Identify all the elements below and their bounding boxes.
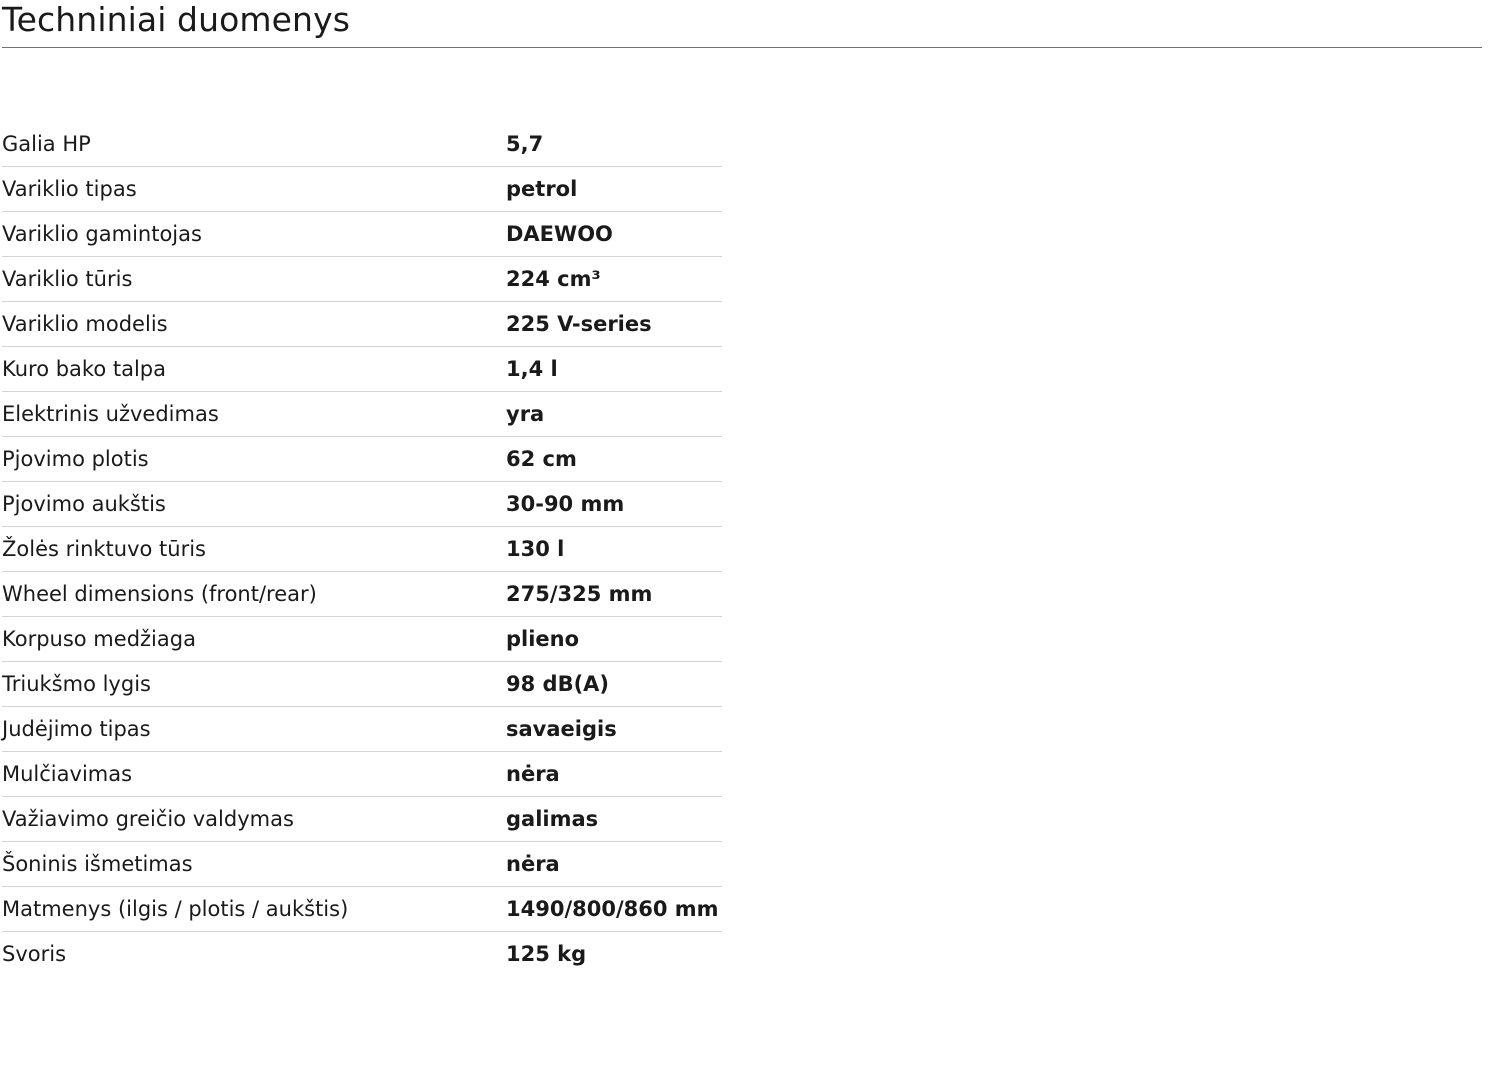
table-row — [2, 257, 722, 302]
spec-value: plieno — [506, 627, 580, 651]
spec-label: Mulčiavimas — [2, 762, 133, 786]
spec-value: savaeigis — [506, 717, 617, 741]
spec-value: 275/325 mm — [506, 582, 653, 606]
spec-label: Korpuso medžiaga — [2, 627, 196, 651]
spec-value: 130 l — [506, 537, 565, 561]
table-row — [2, 527, 722, 572]
spec-label: Pjovimo plotis — [2, 447, 149, 471]
spec-value: petrol — [506, 177, 578, 201]
spec-label: Variklio gamintojas — [2, 222, 202, 246]
table-row — [2, 617, 722, 662]
spec-value: 5,7 — [506, 132, 544, 156]
table-row — [2, 437, 722, 482]
spec-value: 1490/800/860 mm — [506, 897, 719, 921]
spec-label: Judėjimo tipas — [2, 717, 151, 741]
spec-label: Matmenys (ilgis / plotis / aukštis) — [2, 897, 349, 921]
spec-value: galimas — [506, 807, 599, 831]
table-row — [2, 662, 722, 707]
page-title: Techniniai duomenys — [2, 0, 350, 39]
spec-label: Wheel dimensions (front/rear) — [2, 582, 317, 606]
spec-label: Šoninis išmetimas — [2, 852, 193, 876]
spec-value: DAEWOO — [506, 222, 613, 246]
table-row — [2, 752, 722, 797]
spec-value: yra — [506, 402, 545, 426]
spec-value: 125 kg — [506, 942, 587, 966]
title-divider — [2, 47, 1482, 48]
table-row — [2, 347, 722, 392]
spec-value: 1,4 l — [506, 357, 558, 381]
spec-value: nėra — [506, 762, 560, 786]
table-row — [2, 302, 722, 347]
spec-label: Pjovimo aukštis — [2, 492, 166, 516]
spec-value: 225 V-series — [506, 312, 652, 336]
spec-label: Važiavimo greičio valdymas — [2, 807, 294, 831]
spec-label: Žolės rinktuvo tūris — [2, 537, 206, 561]
spec-value: 98 dB(A) — [506, 672, 610, 696]
table-row — [2, 167, 722, 212]
table-row — [2, 932, 722, 977]
spec-label: Elektrinis užvedimas — [2, 402, 219, 426]
spec-table — [2, 122, 722, 976]
table-row — [2, 392, 722, 437]
spec-label: Galia HP — [2, 132, 91, 156]
spec-label: Variklio tipas — [2, 177, 137, 201]
spec-label: Triukšmo lygis — [2, 672, 151, 696]
spec-label: Variklio modelis — [2, 312, 168, 336]
spec-label: Svoris — [2, 942, 67, 966]
spec-label: Kuro bako talpa — [2, 357, 167, 381]
spec-value: 30-90 mm — [506, 492, 625, 516]
table-row — [2, 212, 722, 257]
spec-value: 62 cm — [506, 447, 577, 471]
table-row — [2, 482, 722, 527]
spec-value: nėra — [506, 852, 560, 876]
table-row — [2, 122, 722, 167]
table-row — [2, 797, 722, 842]
table-row — [2, 887, 722, 932]
table-row — [2, 842, 722, 887]
spec-value: 224 cm³ — [506, 267, 601, 291]
spec-label: Variklio tūris — [2, 267, 133, 291]
table-row — [2, 572, 722, 617]
table-row — [2, 707, 722, 752]
